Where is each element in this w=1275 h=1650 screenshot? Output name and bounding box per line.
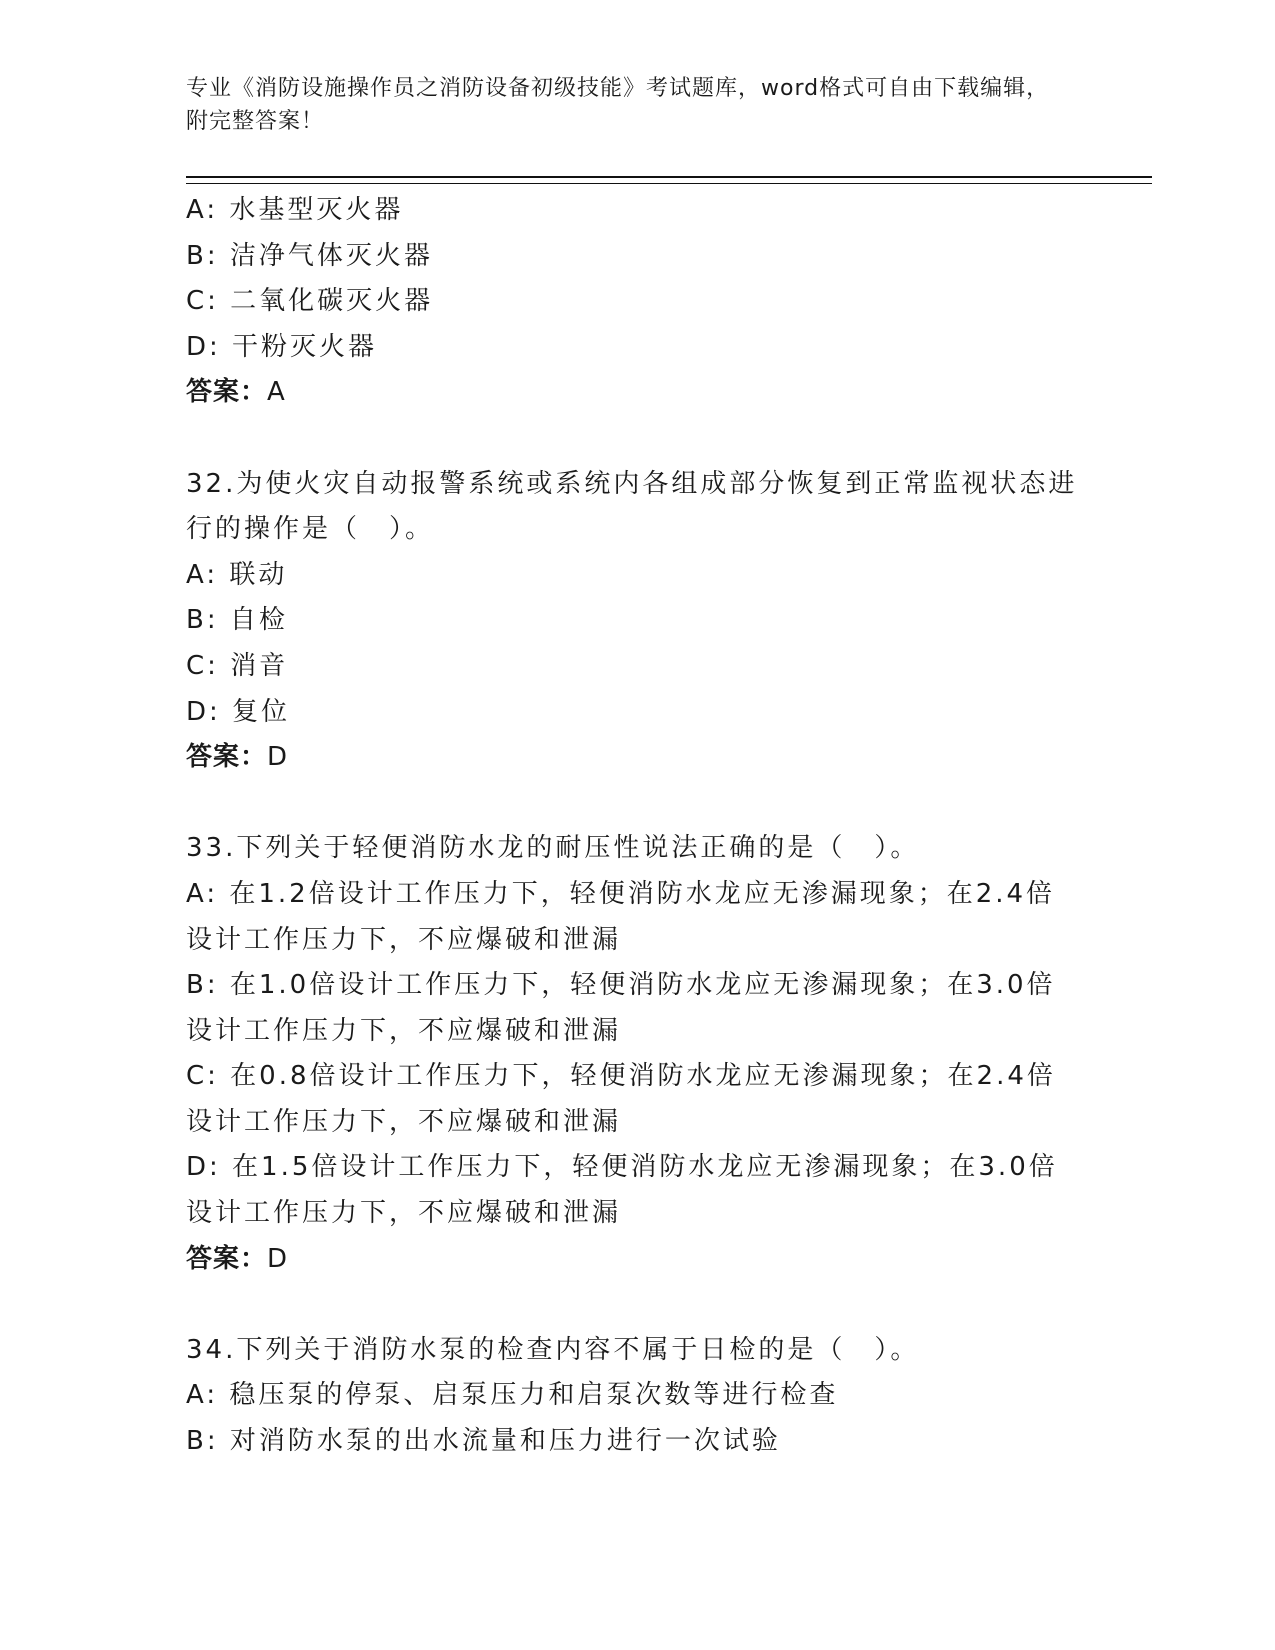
option-a-continued: 设计工作压力下，不应爆破和泄漏 <box>186 924 622 955</box>
question-stem: 34.下列关于消防水泵的检查内容不属于日检的是（ ）。 <box>186 1334 920 1365</box>
option-b-continued: 设计工作压力下，不应爆破和泄漏 <box>186 1015 622 1046</box>
question-31 <box>186 188 1086 416</box>
option-a: A: 稳压泵的停泵、启泵压力和启泵次数等进行检查 <box>186 1380 839 1411</box>
option-a: A: 水基型灭火器 <box>186 195 404 225</box>
question-34 <box>186 1328 1086 1465</box>
option-b: B: 自检 <box>186 605 288 636</box>
option-c: C: 在0.8倍设计工作压力下，轻便消防水龙应无渗漏现象；在2.4倍 <box>186 1061 1056 1092</box>
answer-label: 答案： <box>186 742 268 773</box>
option-d: D: 在1.5倍设计工作压力下，轻便消防水龙应无渗漏现象；在3.0倍 <box>186 1152 1058 1183</box>
question-stem: 33.下列关于轻便消防水龙的耐压性说法正确的是（ ）。 <box>186 833 920 864</box>
option-a: A: 联动 <box>186 559 288 590</box>
answer-line <box>186 370 1086 416</box>
page-header: 专业《消防设施操作员之消防设备初级技能》考试题库，word格式可自由下载编辑，附完整答案！ <box>186 76 1050 134</box>
option-c: C: 二氧化碳灭火器 <box>186 286 434 317</box>
question-32 <box>186 462 1086 781</box>
header-divider-thin <box>186 183 1152 184</box>
spacer <box>186 1282 1086 1328</box>
question-33 <box>186 826 1086 1282</box>
header-divider-thick <box>186 176 1152 178</box>
option-b: B: 洁净气体灭火器 <box>186 240 433 271</box>
option-d-continued: 设计工作压力下，不应爆破和泄漏 <box>186 1198 622 1229</box>
option-d: D: 复位 <box>186 696 291 727</box>
spacer <box>186 781 1086 827</box>
question-content <box>186 188 1086 1465</box>
answer-value: D <box>267 1243 289 1274</box>
answer-value: D <box>267 742 289 773</box>
question-stem-continued: 行的操作是（ ）。 <box>186 514 435 545</box>
option-b: B: 对消防水泵的出水流量和压力进行一次试验 <box>186 1426 781 1457</box>
option-c-continued: 设计工作压力下，不应爆破和泄漏 <box>186 1106 622 1137</box>
option-c: C: 消音 <box>186 650 289 681</box>
answer-line <box>186 735 1086 781</box>
answer-line <box>186 1237 1086 1283</box>
spacer <box>186 416 1086 462</box>
answer-label: 答案： <box>186 377 268 408</box>
answer-label: 答案： <box>186 1243 268 1274</box>
option-d: D: 干粉灭火器 <box>186 331 378 362</box>
answer-value: A <box>267 377 286 408</box>
question-stem: 32.为使火灾自动报警系统或系统内各组成部分恢复到正常监视状态进 <box>186 468 1078 499</box>
option-b: B: 在1.0倍设计工作压力下，轻便消防水龙应无渗漏现象；在3.0倍 <box>186 970 1056 1001</box>
option-a: A: 在1.2倍设计工作压力下，轻便消防水龙应无渗漏现象；在2.4倍 <box>186 878 1056 909</box>
